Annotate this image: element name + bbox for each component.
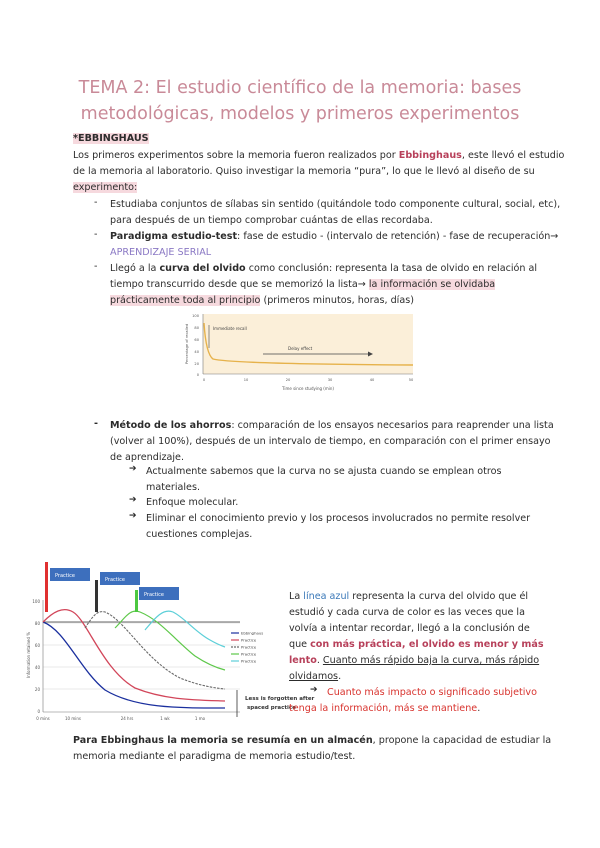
intro-line-2: de la memoria al laboratorio. Quiso investigar la memoria “pura”, lo que le llevó al diseño de su	[73, 166, 535, 177]
right-line-1: La línea azul representa la curva del olvido que él	[289, 591, 529, 602]
x-tick-label: 0 mins	[36, 716, 50, 721]
intro-line-3: experimento:	[73, 182, 138, 193]
y-tick-label: 100	[32, 599, 40, 604]
bullet-2-line-2: APRENDIZAJE SERIAL	[110, 247, 212, 258]
bullet-1-line-2: para después de un tiempo comprobar cuántas de ellas recordaba.	[110, 215, 433, 226]
bullet-1-line-1: Estudiaba conjuntos de sílabas sin sentido (quitándole todo componente cultural, social, etc),	[110, 199, 561, 210]
x-tick-label: 0	[202, 378, 206, 382]
legend-label: Practice	[241, 651, 257, 657]
practice-curve-gray	[85, 612, 225, 689]
delay-effect-label: Delay effect	[288, 346, 313, 351]
bullet-3-line-2: tiempo transcurrido desde que se memorizó la lista→ la información se olvidaba	[110, 279, 496, 290]
practice-tag-label: Practice	[144, 592, 164, 598]
y-tick-label: 20	[34, 687, 40, 692]
y-tick-label: 0	[37, 709, 40, 714]
x-tick-label: 1 wk	[160, 716, 170, 721]
page-title-line-1: TEMA 2: El estudio científico de la memoria: bases	[78, 78, 522, 98]
bullet-dash: -	[94, 261, 98, 272]
right-line-2: estudió y cada curva de color es las veces que la	[289, 607, 525, 618]
note-line-1: Less is forgotten after	[245, 696, 315, 702]
arrow-1-line-2: materiales.	[146, 482, 200, 493]
x-tick-label: 10	[243, 378, 249, 382]
bullet-3-line-3: prácticamente toda al principio (primeros minutos, horas, días)	[110, 295, 414, 306]
practice-tag-label: Practice	[105, 577, 125, 583]
intro-line-1: Los primeros experimentos sobre la memoria fueron realizados por Ebbinghaus, este llevó el estudio	[73, 150, 565, 161]
x-axis-label: Time since studying (min)	[282, 386, 334, 391]
right-line-8: tenga la información, más se mantiene.	[289, 703, 481, 714]
y-tick-label: 80	[194, 326, 199, 330]
final-line-2: memoria mediante el paradigma de memoria estudio/test.	[73, 751, 356, 762]
ahorros-line-1: Método de los ahorros: comparación de los ensayos necesarios para reaprender una lista	[110, 420, 554, 431]
bullet-dash: -	[94, 229, 98, 240]
practice-curve-cyan	[145, 611, 225, 647]
x-tick-label: 30	[327, 378, 333, 382]
page-title-line-2: metodológicas, modelos y primeros experimentos	[80, 104, 520, 124]
final-line-1: Para Ebbinghaus la memoria se resumía en un almacén, propone la capacidad de estudiar la	[73, 735, 552, 746]
legend-label: Practice	[241, 644, 257, 650]
legend	[231, 631, 263, 664]
right-line-5: lento. Cuanto más rápido baja la curva, más rápido	[289, 655, 540, 666]
immediate-recall-label: Immediate recall	[213, 326, 247, 331]
practice-marker-green	[135, 590, 138, 612]
practice-tag-label: Practice	[55, 573, 75, 579]
note-line-2: spaced practice	[247, 705, 296, 711]
y-tick-label: 40	[34, 665, 40, 670]
arrow-3-line-1: Eliminar el conocimiento previo y los procesos involucrados no permite resolver	[146, 513, 531, 524]
legend-label: Ebbinghaus	[241, 630, 264, 636]
practice-marker-black	[95, 580, 98, 612]
legend-label: Practice	[241, 637, 257, 643]
x-tick-label: 10 mins	[65, 716, 81, 721]
y-tick-label: 20	[194, 362, 199, 366]
arrow-1-line-1: Actualmente sabemos que la curva no se ajusta cuando se emplean otros	[146, 466, 502, 477]
arrow-3-line-2: cuestiones complejas.	[146, 529, 253, 540]
right-line-7: Cuanto más impacto o significado subjetivo	[327, 687, 537, 698]
x-tick-label: 20	[285, 378, 291, 382]
x-tick-label: 40	[369, 378, 375, 382]
spaced-practice-figure	[25, 560, 315, 725]
arrow-bullet-icon: ➔	[310, 685, 318, 695]
x-tick-label: 50	[408, 378, 414, 382]
x-tick-label: 24 hrs	[120, 716, 134, 721]
arrow-2: Enfoque molecular.	[146, 497, 239, 508]
practice-curve-green	[115, 611, 225, 670]
bullet-2-line-1: Paradigma estudio-test: fase de estudio - (intervalo de retención) - fase de recuperación→	[110, 231, 559, 242]
right-line-6: olvidamos.	[289, 671, 342, 682]
y-axis-label: Information retained %	[26, 631, 31, 679]
section-heading: *EBBINGHAUS	[73, 133, 149, 144]
arrow-bullet-icon: ➔	[129, 495, 137, 505]
y-tick-label: 60	[194, 338, 199, 342]
y-tick-label: 40	[194, 350, 199, 354]
right-line-3: volvía a intentar recordar, llegó a la conclusión de	[289, 623, 530, 634]
arrow-bullet-icon: ➔	[129, 511, 137, 521]
right-line-4: que con más práctica, el olvido es menor y más	[289, 639, 544, 650]
bullet-dash: -	[94, 197, 98, 208]
x-tick-label: 1 mo	[194, 716, 206, 721]
ahorros-line-3: de aprendizaje.	[110, 452, 185, 463]
y-axis-label: Percentage of recalled	[185, 323, 189, 365]
practice-marker-red	[45, 562, 48, 612]
forgetting-curve-figure	[183, 308, 423, 403]
practice-curve-red	[43, 610, 225, 701]
bullet-dash: -	[94, 418, 98, 429]
legend-label: Practice	[241, 658, 257, 664]
bullet-3-line-1: Llegó a la curva del olvido como conclusión: representa la tasa de olvido en relación al	[110, 263, 538, 274]
y-tick-label: 0	[196, 373, 199, 377]
y-tick-label: 100	[192, 314, 199, 318]
y-tick-label: 80	[34, 621, 40, 626]
ebbinghaus-curve	[43, 622, 225, 708]
arrow-bullet-icon: ➔	[129, 464, 137, 474]
ahorros-line-2: (volver al 100%), después de un intervalo de tiempo, en comparación con el primer ensayo	[110, 436, 551, 447]
y-tick-label: 60	[34, 643, 40, 648]
